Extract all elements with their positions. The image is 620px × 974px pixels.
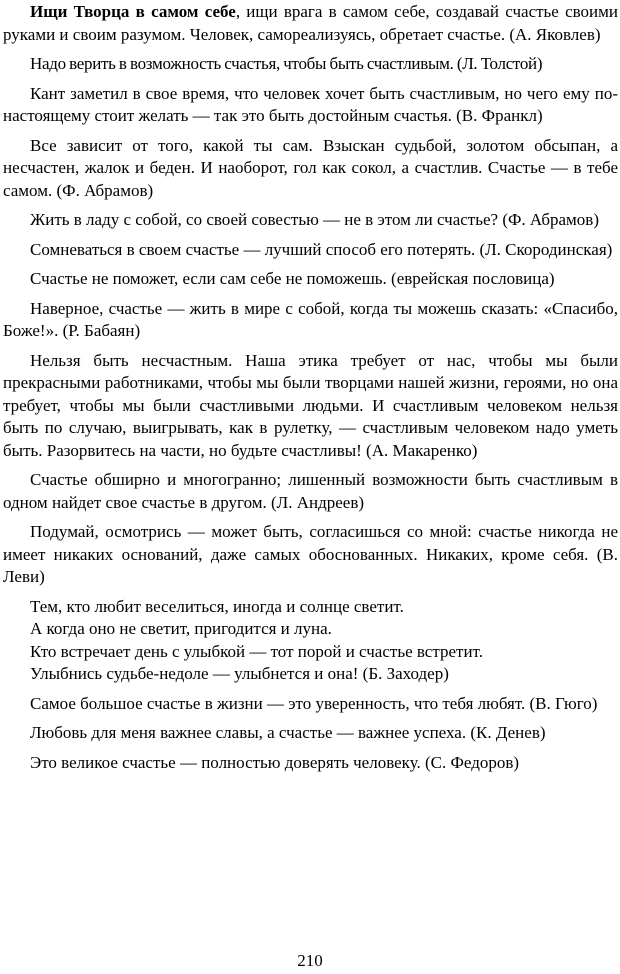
verse-line: Тем, кто любит веселиться, иногда и солнце светит.: [30, 596, 404, 616]
quote-paragraph-abramov-2: Жить в ладу с собой, со своей совестью — не в этом ли счастье? (Ф. Абрамов): [30, 210, 599, 229]
quote-paragraph-skorodinskaya: Сомневаться в своем счастье — лучший способ его потерять. (Л. Скородинская): [30, 239, 613, 259]
quote-paragraph-yakovlev: [3, 1, 618, 46]
verse-line: А когда оно не светит, пригодится и луна.: [30, 619, 332, 638]
verse-paragraph-zakhoder: [3, 596, 618, 686]
quote-paragraph-frankl: Кант заметил в свое время, что человек хочет быть счастливым, но чего ему по-настоящему стоит желать — так это быть достойным счастья. (В. Франкл): [3, 83, 618, 125]
quote-paragraph-fedorov: Это великое счастье — полностью доверять человеку. (С. Федоров): [30, 752, 520, 772]
page-number: 210: [297, 951, 323, 970]
quote-paragraph-abramov-1: Все зависит от того, какой ты сам. Взыскан судьбой, золотом обсыпан, а несчастен, жалок и беден. И наоборот, гол как сокол, а счастлив. Счастье — в тебе самом. (Ф. Абрамов): [3, 135, 618, 200]
quote-paragraph-tolstoy: Надо верить в возможность счастья, чтобы быть счастливым. (Л. Толстой): [30, 54, 543, 73]
quote-paragraph-deneuve: Любовь для меня важнее славы, а счастье — важнее успеха. (К. Денев): [30, 723, 546, 742]
quote-paragraph-makarenko: Нельзя быть несчастным. Наша этика требует от нас, чтобы мы были прекрасными работниками, чтобы мы были творцами нашей жизни, героями, но она требует, чтобы мы были счастливыми людьми. И счастливым человеком нельзя быть по случаю, выигрывать, как в рулетку, — счастливым человеком надо уметь быть. Разорвитесь на части, но будьте счастливы! (А. Макаренко): [3, 350, 618, 460]
quote-paragraph-hugo: Самое большое счастье в жизни — это уверенность, что тебя любят. (В. Гюго): [30, 693, 598, 713]
quote-text: , ищи врага в самом себе, создавай счастье своими руками и своим разумом. Человек, самореализуясь, обретает счастье. (А. Яковлев): [3, 2, 618, 44]
quote-paragraph-proverb: Счастье не поможет, если сам себе не поможешь. (еврейская пословица): [30, 269, 555, 288]
quote-paragraph-levi: Подумай, осмотрись — может быть, согласишься со мной: счастье никогда не имеет никаких оснований, даже самых обоснованных. Никаких, кроме себя. (В. Леви): [3, 522, 618, 586]
verse-line: Улыбнись судьбе-недоле — улыбнется и она! (Б. Заходер): [30, 664, 449, 683]
verse-line: Кто встречает день с улыбкой — тот порой и счастье встретит.: [30, 641, 483, 661]
quote-paragraph-babayan: Наверное, счастье — жить в мире с собой, когда ты можешь сказать: «Спасибо, Боже!». (Р. Бабаян): [3, 298, 618, 340]
quote-bold-heading: Ищи Творца в самом себе: [30, 2, 236, 21]
quote-paragraph-andreev: Счастье обширно и многогранно; лишенный возможности быть счастливым в одном найдет свое счастье в другом. (Л. Андреев): [3, 470, 618, 512]
